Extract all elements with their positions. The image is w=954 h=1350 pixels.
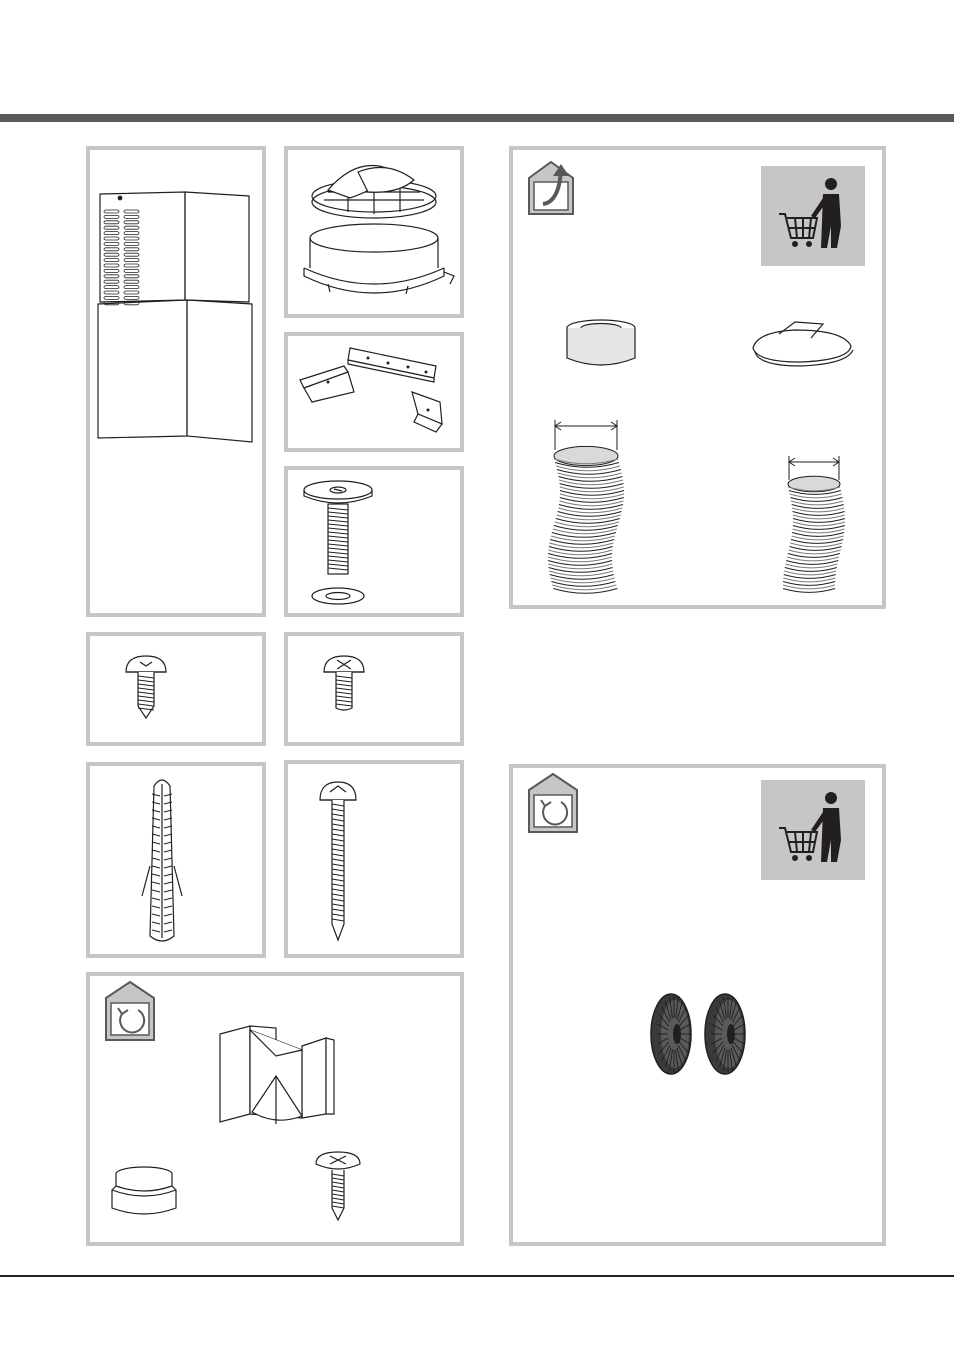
self-tapping-screw-illustration <box>90 636 262 742</box>
chimney-panel <box>86 146 266 617</box>
recirculation-mode-icon <box>529 774 577 832</box>
wall-plug-illustration <box>90 766 262 954</box>
short-screw-b-panel <box>284 632 464 746</box>
long-screw-panel <box>284 760 464 958</box>
long-screw-illustration <box>288 764 460 954</box>
screw-washer-illustration <box>288 470 460 613</box>
extraction-accessories-panel <box>509 146 886 609</box>
recirculation-kit-illustration <box>90 976 460 1242</box>
brackets-panel <box>284 332 464 452</box>
header-rule <box>0 114 954 122</box>
valve-illustration <box>288 150 460 314</box>
extraction-cart-box <box>761 166 865 266</box>
recirculation-kit-panel <box>86 972 464 1246</box>
short-screw-a-panel <box>86 632 266 746</box>
shopping-cart-person-icon <box>761 166 865 266</box>
filter-cart-box <box>761 780 865 880</box>
screw-washer-panel <box>284 466 464 617</box>
recirculation-mode-icon <box>106 982 154 1040</box>
extraction-mode-icon <box>529 162 573 214</box>
machine-screw-illustration <box>288 636 460 742</box>
filter-accessories-panel <box>509 764 886 1246</box>
brackets-illustration <box>288 336 460 448</box>
valve-panel <box>284 146 464 318</box>
chimney-cover-illustration <box>90 150 262 613</box>
wall-plug-panel <box>86 762 266 958</box>
footer-rule <box>0 1275 954 1277</box>
shopping-cart-person-icon <box>761 780 865 880</box>
